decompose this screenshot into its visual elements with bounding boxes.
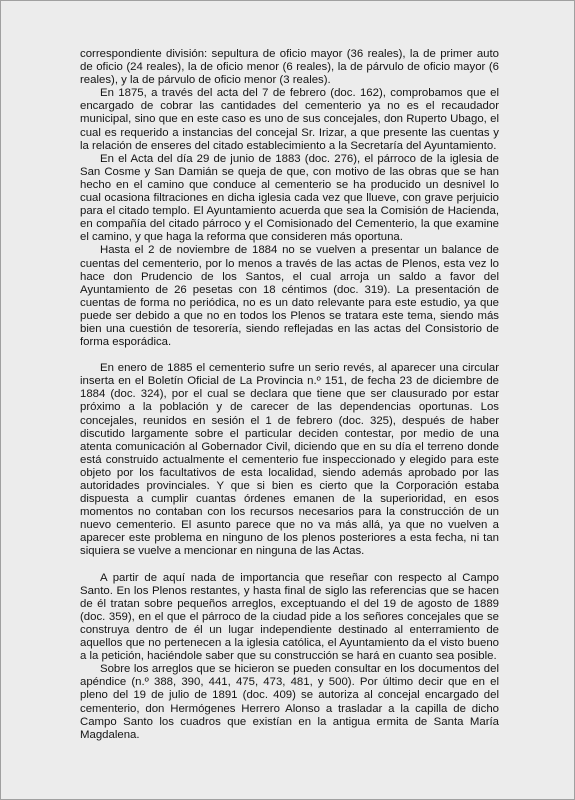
paragraph-gap: [80, 559, 499, 572]
paragraph-3: En el Acta del día 29 de junio de 1883 (doc. 276), el párroco de la iglesia de San Cosme y San Damián se queja de que, con motivo de las obras que se han hecho en el camino que conduce al cementerio se ha producido un desnivel lo cual ocasiona filtraciones en dicha iglesia cada vez que llueve, con grave perjuicio para el citado templo. El Ayuntamiento acuerda que sea la Comisión de Hacienda, en compañía del citado párroco y el Comisionado del Cementerio, la que examine el camino, y que haga la reforma que consideren más oportuna.: [80, 152, 499, 244]
paragraph-2: En 1875, a través del acta del 7 de febrero (doc. 162), comprobamos que el encargado de cobrar las cantidades del cementerio ya no es el recaudador municipal, sino que en este caso es uno de sus concejales, don Ruperto Ubago, el cual es requerido a instancias del concejal Sr. Irizar, a que presente las cuentas y la relación de enseres del citado establecimiento a la Secretaría del Ayuntamiento.: [80, 87, 499, 152]
document-body: [80, 48, 499, 742]
paragraph-4: Hasta el 2 de noviembre de 1884 no se vuelven a presentar un balance de cuentas del cementerio, por lo menos a través de las actas de Plenos, esta vez lo hace don Prudencio de los Santos, el cual arroja un saldo a favor del Ayuntamiento de 26 pesetas con 18 céntimos (doc. 319). La presentación de cuentas de forma no periódica, no es un dato relevante para este estudio, ya que puede ser debido a que no en todos los Plenos se tratara este tema, siendo más bien una cuestión de tesorería, siendo reflejadas en las actas del Consistorio de forma esporádica.: [80, 244, 499, 349]
paragraph-7: Sobre los arreglos que se hicieron se pueden consultar en los documentos del apéndice (n.º 388, 390, 441, 475, 473, 481, y 500). Por último decir que en el pleno del 19 de julio de 1891 (doc. 409) se autoriza al concejal encargado del cementerio, don Hermógenes Herrero Alonso a trasladar a la capilla de dicho Campo Santo los cuadros que existían en la antigua ermita de Santa María Magdalena.: [80, 663, 499, 741]
paragraph-1: correspondiente división: sepultura de oficio mayor (36 reales), la de primer auto de oficio (24 reales), la de oficio menor (6 reales), la de párvulo de oficio mayor (6 reales), y la de párvulo de oficio menor (3 reales).: [80, 48, 499, 87]
paragraph-5: En enero de 1885 el cementerio sufre un serio revés, al aparecer una circular inserta en el Boletín Oficial de La Provincia n.º 151, de fecha 23 de diciembre de 1884 (doc. 324), por el cual se declara que tiene que ser clausurado por estar próximo a la población y de carecer de las dependencias oportunas. Los concejales, reunidos en sesión el 1 de febrero (doc. 325), después de haber discutido largamente sobre el particular deciden contestar, por medio de una atenta comunicación al Gobernador Civil, diciendo que en su día el terreno donde está construido actualmente el cementerio fue inspeccionado y elegido para este objeto por los facultativos de esta localidad, siendo además aprobado por las autoridades provinciales. Y que si bien es cierto que la Corporación estaba dispuesta a cumplir cuantas órdenes emanen de la superioridad, en esos momentos no contaban con los recursos necesarios para la construcción de un nuevo cementerio. El asunto parece que no va más allá, ya que no vuelven a aparecer este problema en ninguno de los plenos posteriores a esta fecha, ni tan siquiera se vuelve a mencionar en ninguna de las Actas.: [80, 362, 499, 558]
paragraph-gap: [80, 349, 499, 362]
paragraph-6: A partir de aquí nada de importancia que reseñar con respecto al Campo Santo. En los Plenos restantes, y hasta final de siglo las referencias que se hacen de él tratan sobre pequeños arreglos, exceptuando el del 19 de agosto de 1889 (doc. 359), en el que el párroco de la ciudad pide a los señores concejales que se construya dentro de él un lugar independiente destinado al enterramiento de aquellos que no pertenecen a la iglesia católica, el Ayuntamiento da el visto bueno a la petición, haciéndole saber que su construcción se hará en cuanto sea posible.: [80, 571, 499, 663]
